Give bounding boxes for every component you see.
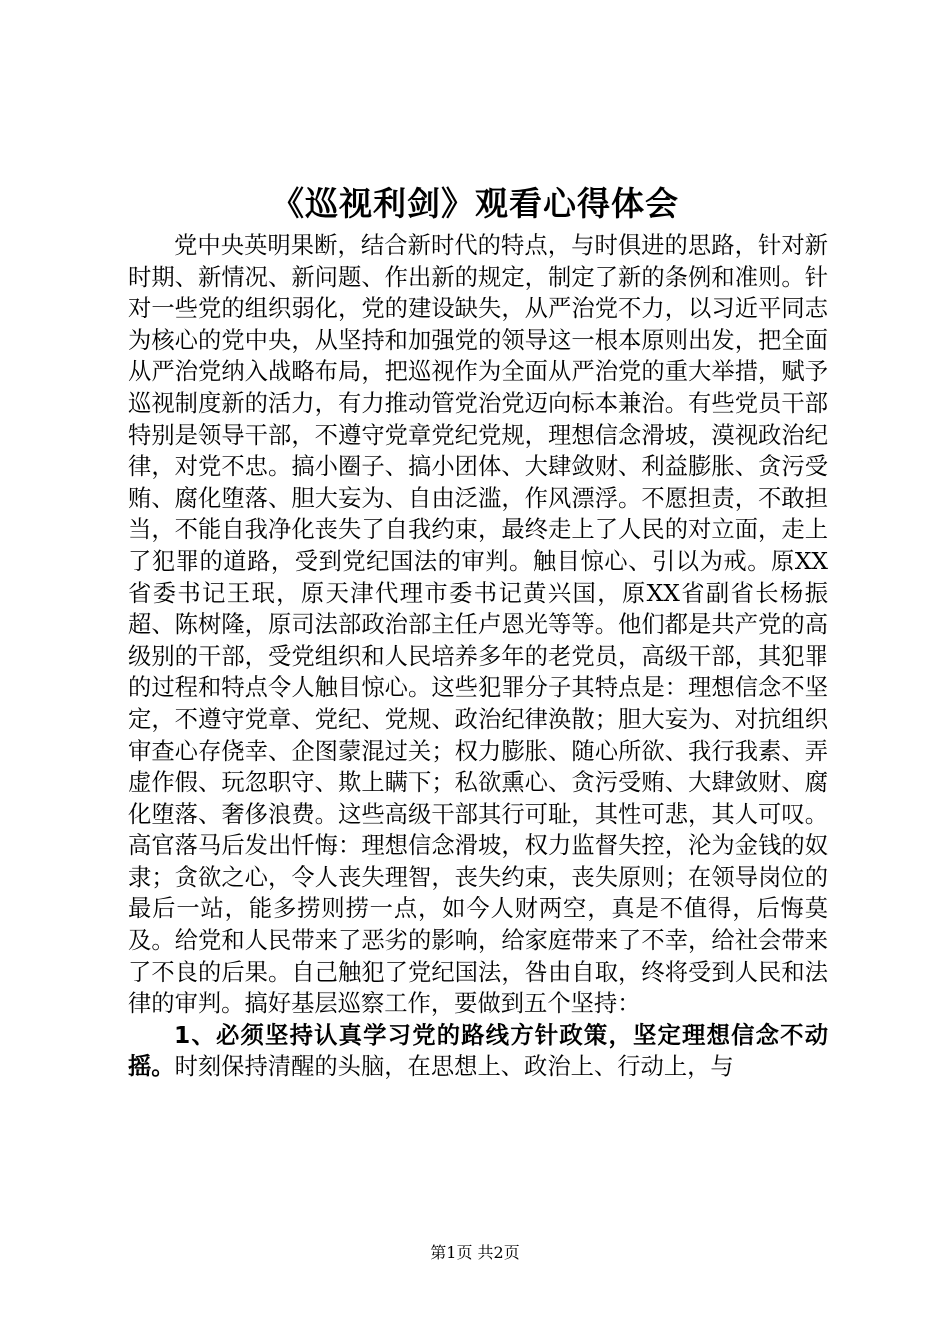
page-number-indicator: 第1页 共2页 <box>430 1243 520 1262</box>
page-footer <box>0 1242 950 1264</box>
paragraph-point-1-text: 时刻保持清醒的头脑，在思想上、政治上、行动上，与 <box>174 1053 734 1081</box>
paragraph-point-1 <box>128 1020 828 1083</box>
document-body <box>128 230 828 1083</box>
paragraph-intro-text: 党中央英明果断，结合新时代的特点，与时俱进的思路，针对新时期、新情况、新问题、作出新的规定，制定了新的条例和准则。针对一些党的组织弱化，党的建设缺失，从严治党不力，以习近平同志为核心的党中央，从坚持和加强党的领导这一根本原则出发，把全面从严治党纳入战略布局，把巡视作为全面从严治党的重大举措，赋予巡视制度新的活力，有力推动管党治党迈向标本兼治。有些党员干部特别是领导干部，不遵守党章党纪党规，理想信念滑坡，漠视政治纪律，对党不忠。搞小圈子、搞小团体、大肆敛财、利益膨胀、贪污受贿、腐化堕落、胆大妄为、自由泛滥，作风漂浮。不愿担责，不敢担当，不能自我净化丧失了自我约束，最终走上了人民的对立面，走上了犯罪的道路，受到党纪国法的审判。触目惊心、引以为戒。原XX省委书记王珉，原天津代理市委书记黄兴国，原XX省副省长杨振超、陈树隆，原司法部政治部主任卢恩光等等。他们都是共产党的高级别的干部，受党组织和人民培养多年的老党员，高级干部，其犯罪的过程和特点令人触目惊心。这些犯罪分子其特点是：理想信念不坚定，不遵守党章、党纪、党规、政治纪律涣散；胆大妄为、对抗组织审查心存侥幸、企图蒙混过关；权力膨胀、随心所欲、我行我素、弄虚作假、玩忽职守、欺上瞒下；私欲熏心、贪污受贿、大肆敛财、腐化堕落、奢侈浪费。这些高级干部其行可耻，其性可悲，其人可叹。高官落马后发出忏悔：理想信念滑坡，权力监督失控，沦为金钱的奴隶；贪欲之心，令人丧失理智，丧失约束，丧失原则；在领导岗位的最后一站，能多捞则捞一点，如今人财两空，真是不值得，后悔莫及。给党和人民带来了恶劣的影响，给家庭带来了不幸，给社会带来了不良的后果。自己触犯了党纪国法，咎由自取，终将受到人民和法律的审判。搞好基层巡察工作，要做到五个坚持： <box>128 232 828 1018</box>
paragraph-intro <box>128 230 828 1020</box>
paragraph-point-1-heading: 1、必须坚持认真学习党的路线方针政策，坚定理想信念不动摇。 <box>128 1021 828 1081</box>
document-title: 《巡视利剑》观看心得体会 <box>271 184 679 223</box>
